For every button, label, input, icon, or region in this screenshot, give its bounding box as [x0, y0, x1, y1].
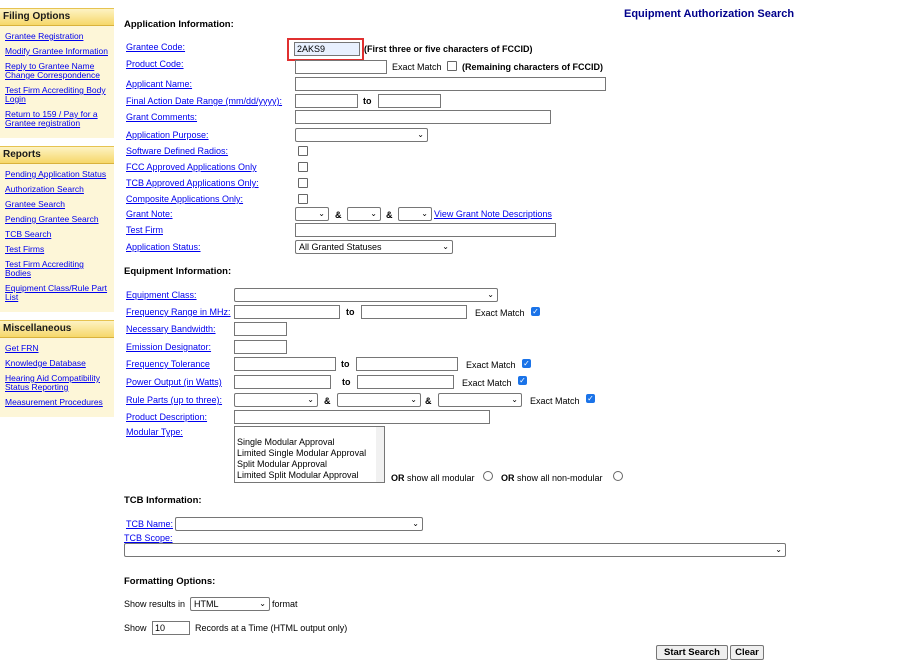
applicant-name-label[interactable]: Applicant Name:	[126, 79, 193, 89]
clear-button[interactable]: Clear	[730, 645, 764, 660]
power-output-to-input[interactable]	[357, 375, 454, 389]
grant-note-label[interactable]: Grant Note:	[126, 209, 173, 219]
emission-designator-input[interactable]	[234, 340, 287, 354]
grant-note-amp-1: &	[335, 210, 342, 220]
tcb-scope-select[interactable]	[124, 543, 786, 557]
frequency-range-exact-match-label: Exact Match	[475, 308, 525, 318]
application-purpose-label[interactable]: Application Purpose:	[126, 130, 209, 140]
frequency-range-to-label: to	[346, 307, 355, 317]
chevron-down-icon: ⌄	[775, 545, 782, 554]
modular-type-listbox[interactable]	[234, 426, 385, 483]
frequency-tolerance-exact-match-checkbox[interactable]: ✓	[523, 359, 530, 368]
fcc-approved-label[interactable]: FCC Approved Applications Only	[126, 162, 257, 172]
final-action-date-to-input[interactable]	[378, 94, 441, 108]
power-output-exact-match-label: Exact Match	[462, 378, 512, 388]
application-purpose-select[interactable]	[295, 128, 428, 142]
applicant-name-input[interactable]	[295, 77, 606, 91]
sidebar-link-test-firm-login[interactable]: Test Firm Accrediting Body Login	[5, 85, 106, 104]
sidebar-link-hac-reporting[interactable]: Hearing Aid Compatibility Status Reporting	[5, 373, 100, 392]
product-description-label[interactable]: Product Description:	[126, 412, 208, 422]
equipment-info-heading: Equipment Information:	[124, 266, 232, 277]
show-label: Show	[124, 623, 147, 633]
sidebar-link-test-firm-bodies[interactable]: Test Firm Accrediting Bodies	[5, 259, 84, 278]
final-action-date-from-input[interactable]	[295, 94, 358, 108]
chevron-down-icon: ⌄	[421, 209, 428, 218]
show-all-non-modular-label: show all non-modular	[517, 473, 603, 483]
product-code-label[interactable]: Product Code:	[126, 59, 184, 69]
product-code-input[interactable]	[295, 60, 387, 74]
grant-note-amp-2: &	[386, 210, 393, 220]
grant-comments-label[interactable]: Grant Comments:	[126, 112, 198, 122]
or-label-2: OR	[501, 473, 515, 483]
rule-parts-label[interactable]: Rule Parts (up to three):	[126, 395, 223, 405]
frequency-tolerance-to-label: to	[341, 359, 350, 369]
frequency-tolerance-exact-match-label: Exact Match	[466, 360, 516, 370]
show-results-in-label: Show results in	[124, 599, 186, 609]
product-code-hint: (Remaining characters of FCCID)	[462, 62, 604, 72]
sidebar-link-pending-status[interactable]: Pending Application Status	[5, 169, 107, 179]
modular-type-scrollbar[interactable]	[376, 427, 384, 482]
equipment-class-select[interactable]	[234, 288, 498, 302]
application-status-value: All Granted Statuses	[299, 242, 382, 252]
records-per-page-input[interactable]: 10	[152, 621, 190, 635]
software-defined-radios-checkbox[interactable]	[298, 146, 308, 156]
sidebar-link-knowledge-database[interactable]: Knowledge Database	[5, 358, 86, 368]
chevron-down-icon: ⌄	[487, 290, 494, 299]
filing-options-list	[0, 26, 114, 138]
necessary-bandwidth-input[interactable]	[234, 322, 287, 336]
grant-note-select-2[interactable]	[347, 207, 381, 221]
application-status-select[interactable]	[295, 240, 453, 254]
tcb-info-heading: TCB Information:	[124, 495, 202, 506]
show-all-modular-label: show all modular	[407, 473, 475, 483]
product-code-exact-match-label: Exact Match	[392, 62, 442, 72]
power-output-label[interactable]: Power Output (in Watts)	[126, 377, 222, 387]
chevron-down-icon: ⌄	[307, 395, 314, 404]
grant-note-select-3[interactable]	[398, 207, 432, 221]
show-all-modular-radio[interactable]	[483, 471, 493, 481]
grant-comments-input[interactable]	[295, 110, 551, 124]
sidebar-link-grantee-search[interactable]: Grantee Search	[5, 199, 66, 209]
tcb-approved-checkbox[interactable]	[298, 178, 308, 188]
start-search-button[interactable]: Start Search	[656, 645, 728, 660]
grantee-code-label[interactable]: Grantee Code:	[126, 42, 186, 52]
modular-type-option[interactable]: Limited Single Modular Approval	[237, 448, 367, 458]
power-output-to-label: to	[342, 377, 351, 387]
grantee-code-input[interactable]: 2AKS9	[294, 42, 360, 56]
rule-parts-select-3[interactable]	[438, 393, 522, 407]
chevron-down-icon: ⌄	[511, 395, 518, 404]
final-action-to-label: to	[363, 96, 372, 106]
frequency-range-from-input[interactable]	[234, 305, 340, 319]
modular-type-label[interactable]: Modular Type:	[126, 427, 183, 437]
misc-list	[0, 338, 114, 417]
frequency-tolerance-label[interactable]: Frequency Tolerance	[126, 359, 210, 369]
reports-list	[0, 164, 114, 312]
tcb-name-label[interactable]: TCB Name:	[126, 519, 174, 529]
sidebar-link-equipment-class-list[interactable]: Equipment Class/Rule Part List	[5, 283, 108, 302]
format-value: HTML	[194, 599, 219, 609]
power-output-from-input[interactable]	[234, 375, 331, 389]
or-label-1: OR	[391, 473, 405, 483]
chevron-down-icon: ⌄	[410, 395, 417, 404]
sidebar-link-modify-grantee[interactable]: Modify Grantee Information	[5, 46, 108, 56]
sidebar-link-authorization-search[interactable]: Authorization Search	[5, 184, 84, 194]
product-code-exact-match-checkbox[interactable]	[447, 61, 457, 71]
chevron-down-icon: ⌄	[318, 209, 325, 218]
sidebar-link-measurement-procedures[interactable]: Measurement Procedures	[5, 397, 103, 407]
chevron-down-icon: ⌄	[412, 519, 419, 528]
sidebar-link-grantee-registration[interactable]: Grantee Registration	[5, 31, 84, 41]
sidebar-link-reply-name-change[interactable]: Reply to Grantee Name Change Correspondence	[5, 61, 100, 80]
equipment-class-label[interactable]: Equipment Class:	[126, 290, 197, 300]
rule-parts-amp-1: &	[324, 396, 331, 406]
grantee-code-hint: (First three or five characters of FCCID)	[364, 44, 533, 54]
test-firm-label[interactable]: Test Firm	[126, 225, 163, 235]
test-firm-input[interactable]	[295, 223, 556, 237]
show-all-non-modular-radio[interactable]	[613, 471, 623, 481]
chevron-down-icon: ⌄	[417, 130, 424, 139]
rule-parts-amp-2: &	[425, 396, 432, 406]
product-description-input[interactable]	[234, 410, 490, 424]
frequency-range-label[interactable]: Frequency Range in MHz:	[126, 307, 231, 317]
tcb-scope-label[interactable]: TCB Scope:	[124, 533, 173, 543]
chevron-down-icon: ⌄	[259, 599, 266, 608]
emission-designator-label[interactable]: Emission Designator:	[126, 342, 212, 352]
sidebar-link-pending-grantee-search[interactable]: Pending Grantee Search	[5, 214, 99, 224]
sidebar-link-tcb-search[interactable]: TCB Search	[5, 229, 52, 239]
composite-label[interactable]: Composite Applications Only:	[126, 194, 244, 204]
frequency-range-to-input[interactable]	[361, 305, 467, 319]
frequency-tolerance-from-input[interactable]	[234, 357, 336, 371]
modular-type-option[interactable]: Split Modular Approval	[237, 459, 328, 469]
reports-header: Reports	[0, 146, 114, 164]
frequency-tolerance-to-input[interactable]	[356, 357, 458, 371]
grant-note-select-1[interactable]	[295, 207, 329, 221]
fcc-approved-checkbox[interactable]	[298, 162, 308, 172]
filing-options-header: Filing Options	[0, 8, 114, 26]
tcb-name-select[interactable]	[175, 517, 423, 531]
software-defined-radios-label[interactable]: Software Defined Radios:	[126, 146, 229, 156]
application-status-label[interactable]: Application Status:	[126, 242, 201, 252]
modular-type-option[interactable]: Single Modular Approval	[237, 437, 335, 447]
chevron-down-icon: ⌄	[370, 209, 377, 218]
format-suffix-label: format	[272, 599, 298, 609]
formatting-options-heading: Formatting Options:	[124, 576, 216, 587]
sidebar-link-get-frn[interactable]: Get FRN	[5, 343, 39, 353]
application-info-heading: Application Information:	[124, 19, 234, 30]
power-output-exact-match-checkbox[interactable]: ✓	[519, 376, 526, 385]
necessary-bandwidth-label[interactable]: Necessary Bandwidth:	[126, 324, 216, 334]
rule-parts-select-1[interactable]	[234, 393, 318, 407]
rule-parts-exact-match-label: Exact Match	[530, 396, 580, 406]
chevron-down-icon: ⌄	[442, 242, 449, 251]
rule-parts-select-2[interactable]	[337, 393, 421, 407]
view-grant-note-link[interactable]: View Grant Note Descriptions	[434, 209, 552, 219]
sidebar-link-test-firms[interactable]: Test Firms	[5, 244, 45, 254]
misc-header: Miscellaneous	[0, 320, 114, 338]
frequency-range-exact-match-checkbox[interactable]: ✓	[532, 307, 539, 316]
sidebar	[0, 0, 114, 663]
page-title: Equipment Authorization Search	[624, 8, 795, 20]
tcb-approved-label[interactable]: TCB Approved Applications Only:	[126, 178, 259, 188]
records-suffix-label: Records at a Time (HTML output only)	[195, 623, 348, 633]
final-action-date-label[interactable]: Final Action Date Range (mm/dd/yyyy):	[126, 96, 283, 106]
format-select[interactable]	[190, 597, 270, 611]
composite-checkbox[interactable]	[298, 194, 308, 204]
rule-parts-exact-match-checkbox[interactable]: ✓	[587, 394, 594, 403]
modular-type-option[interactable]: Limited Split Modular Approval	[237, 470, 359, 480]
sidebar-link-return-159[interactable]: Return to 159 / Pay for a Grantee registration	[5, 109, 98, 128]
